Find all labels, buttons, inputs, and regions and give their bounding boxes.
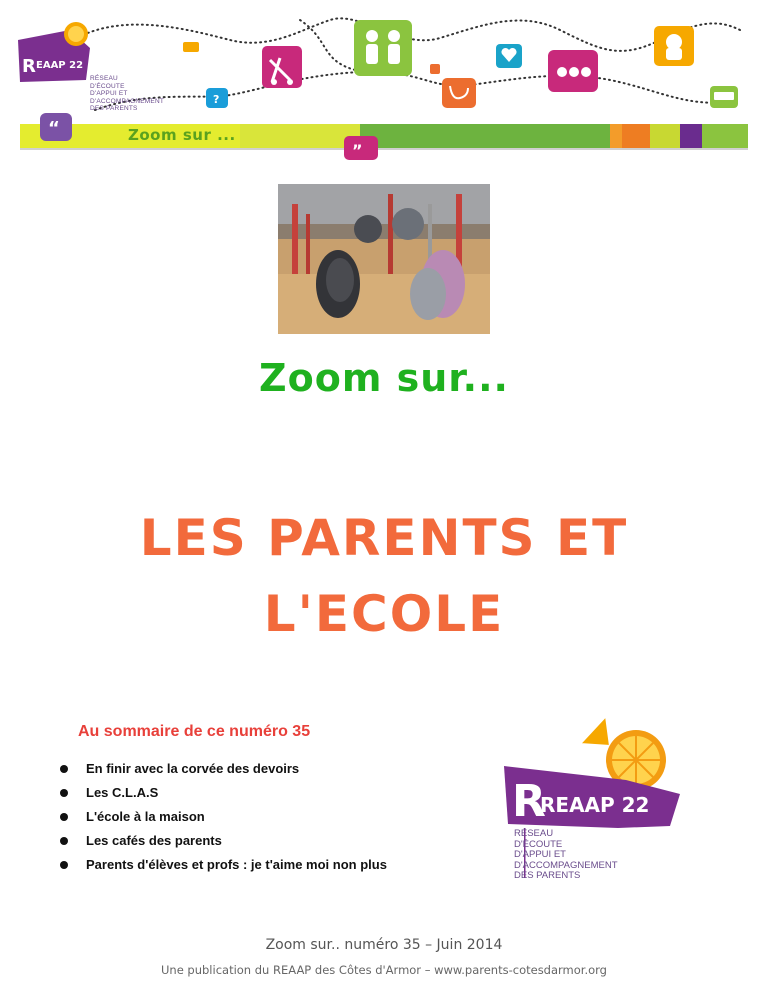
main-title-line: LES PARENTS ET [139,509,629,567]
bus-icon [710,86,738,108]
svg-text:“: “ [48,118,60,139]
list-item-text: L'école à la maison [86,809,205,824]
reseau-line: DES PARENTS [90,105,138,112]
parents-icon [354,20,412,76]
stroller-icon [262,46,302,88]
list-item-text: Parents d'élèves et profs : je t'aime moi non plus [86,857,387,872]
reseau-line: D'ACCOMPAGNEMENT [90,97,165,105]
list-item-text: Les cafés des parents [86,833,222,848]
bullet-icon [60,837,68,845]
list-item-text: En finir avec la corvée des devoirs [86,761,300,776]
bullet-icon [60,765,68,773]
svg-text:R: R [512,776,546,827]
footer-issue: Zoom sur.. numéro 35 – Juin 2014 [265,937,503,953]
list-item [60,806,387,830]
banner-zoom-label: Zoom sur ... [128,126,236,144]
list-item [60,782,387,806]
sommaire-list [60,758,387,878]
classroom-photo [278,184,490,334]
reseau-line: DES PARENTS [514,870,581,881]
list-item-text: Les C.L.A.S [86,785,159,800]
quote-icon [40,113,72,141]
list-item [60,758,387,782]
zoom-title: Zoom sur... [259,356,509,400]
svg-text:?: ? [213,93,220,106]
quote-icon [344,136,378,160]
small-logo [18,22,90,82]
svg-text:EAAP 22: EAAP 22 [36,60,84,71]
reseau-line: RÉSEAU [90,75,118,82]
family-icon [548,50,598,92]
svg-text:R: R [22,56,36,77]
reseau-text [514,829,618,882]
bullet-icon [60,861,68,869]
bullet-icon [60,789,68,797]
reseau-line: D'ÉCOUTE [514,838,563,850]
header-banner [0,0,768,160]
main-title [0,500,768,652]
list-item [60,830,387,854]
bullet-icon [60,813,68,821]
question-icon [206,88,228,108]
svg-text:”: ” [352,141,363,160]
stethoscope-icon [442,78,476,108]
reseau-line: D'ÉCOUTE [90,82,125,90]
heart-icon [496,44,522,68]
list-item [60,854,387,878]
teddy-icon [654,26,694,66]
reseau-line: D'ACCOMPAGNEMENT [514,859,618,871]
footer-publisher: Une publication du REAAP des Côtes d'Armor – www.parents-cotesdarmor.org [160,963,607,977]
main-title-line: L'ECOLE [263,585,505,643]
reseau-line: D'APPUI ET [514,849,566,860]
sommaire-title: Au sommaire de ce numéro 35 [78,723,311,740]
logo-text: REAAP 22 [540,793,650,817]
reseau-line: RÉSEAU [514,828,554,839]
reseau-line: D'APPUI ET [90,90,128,97]
banner-reseau-text [90,75,164,113]
